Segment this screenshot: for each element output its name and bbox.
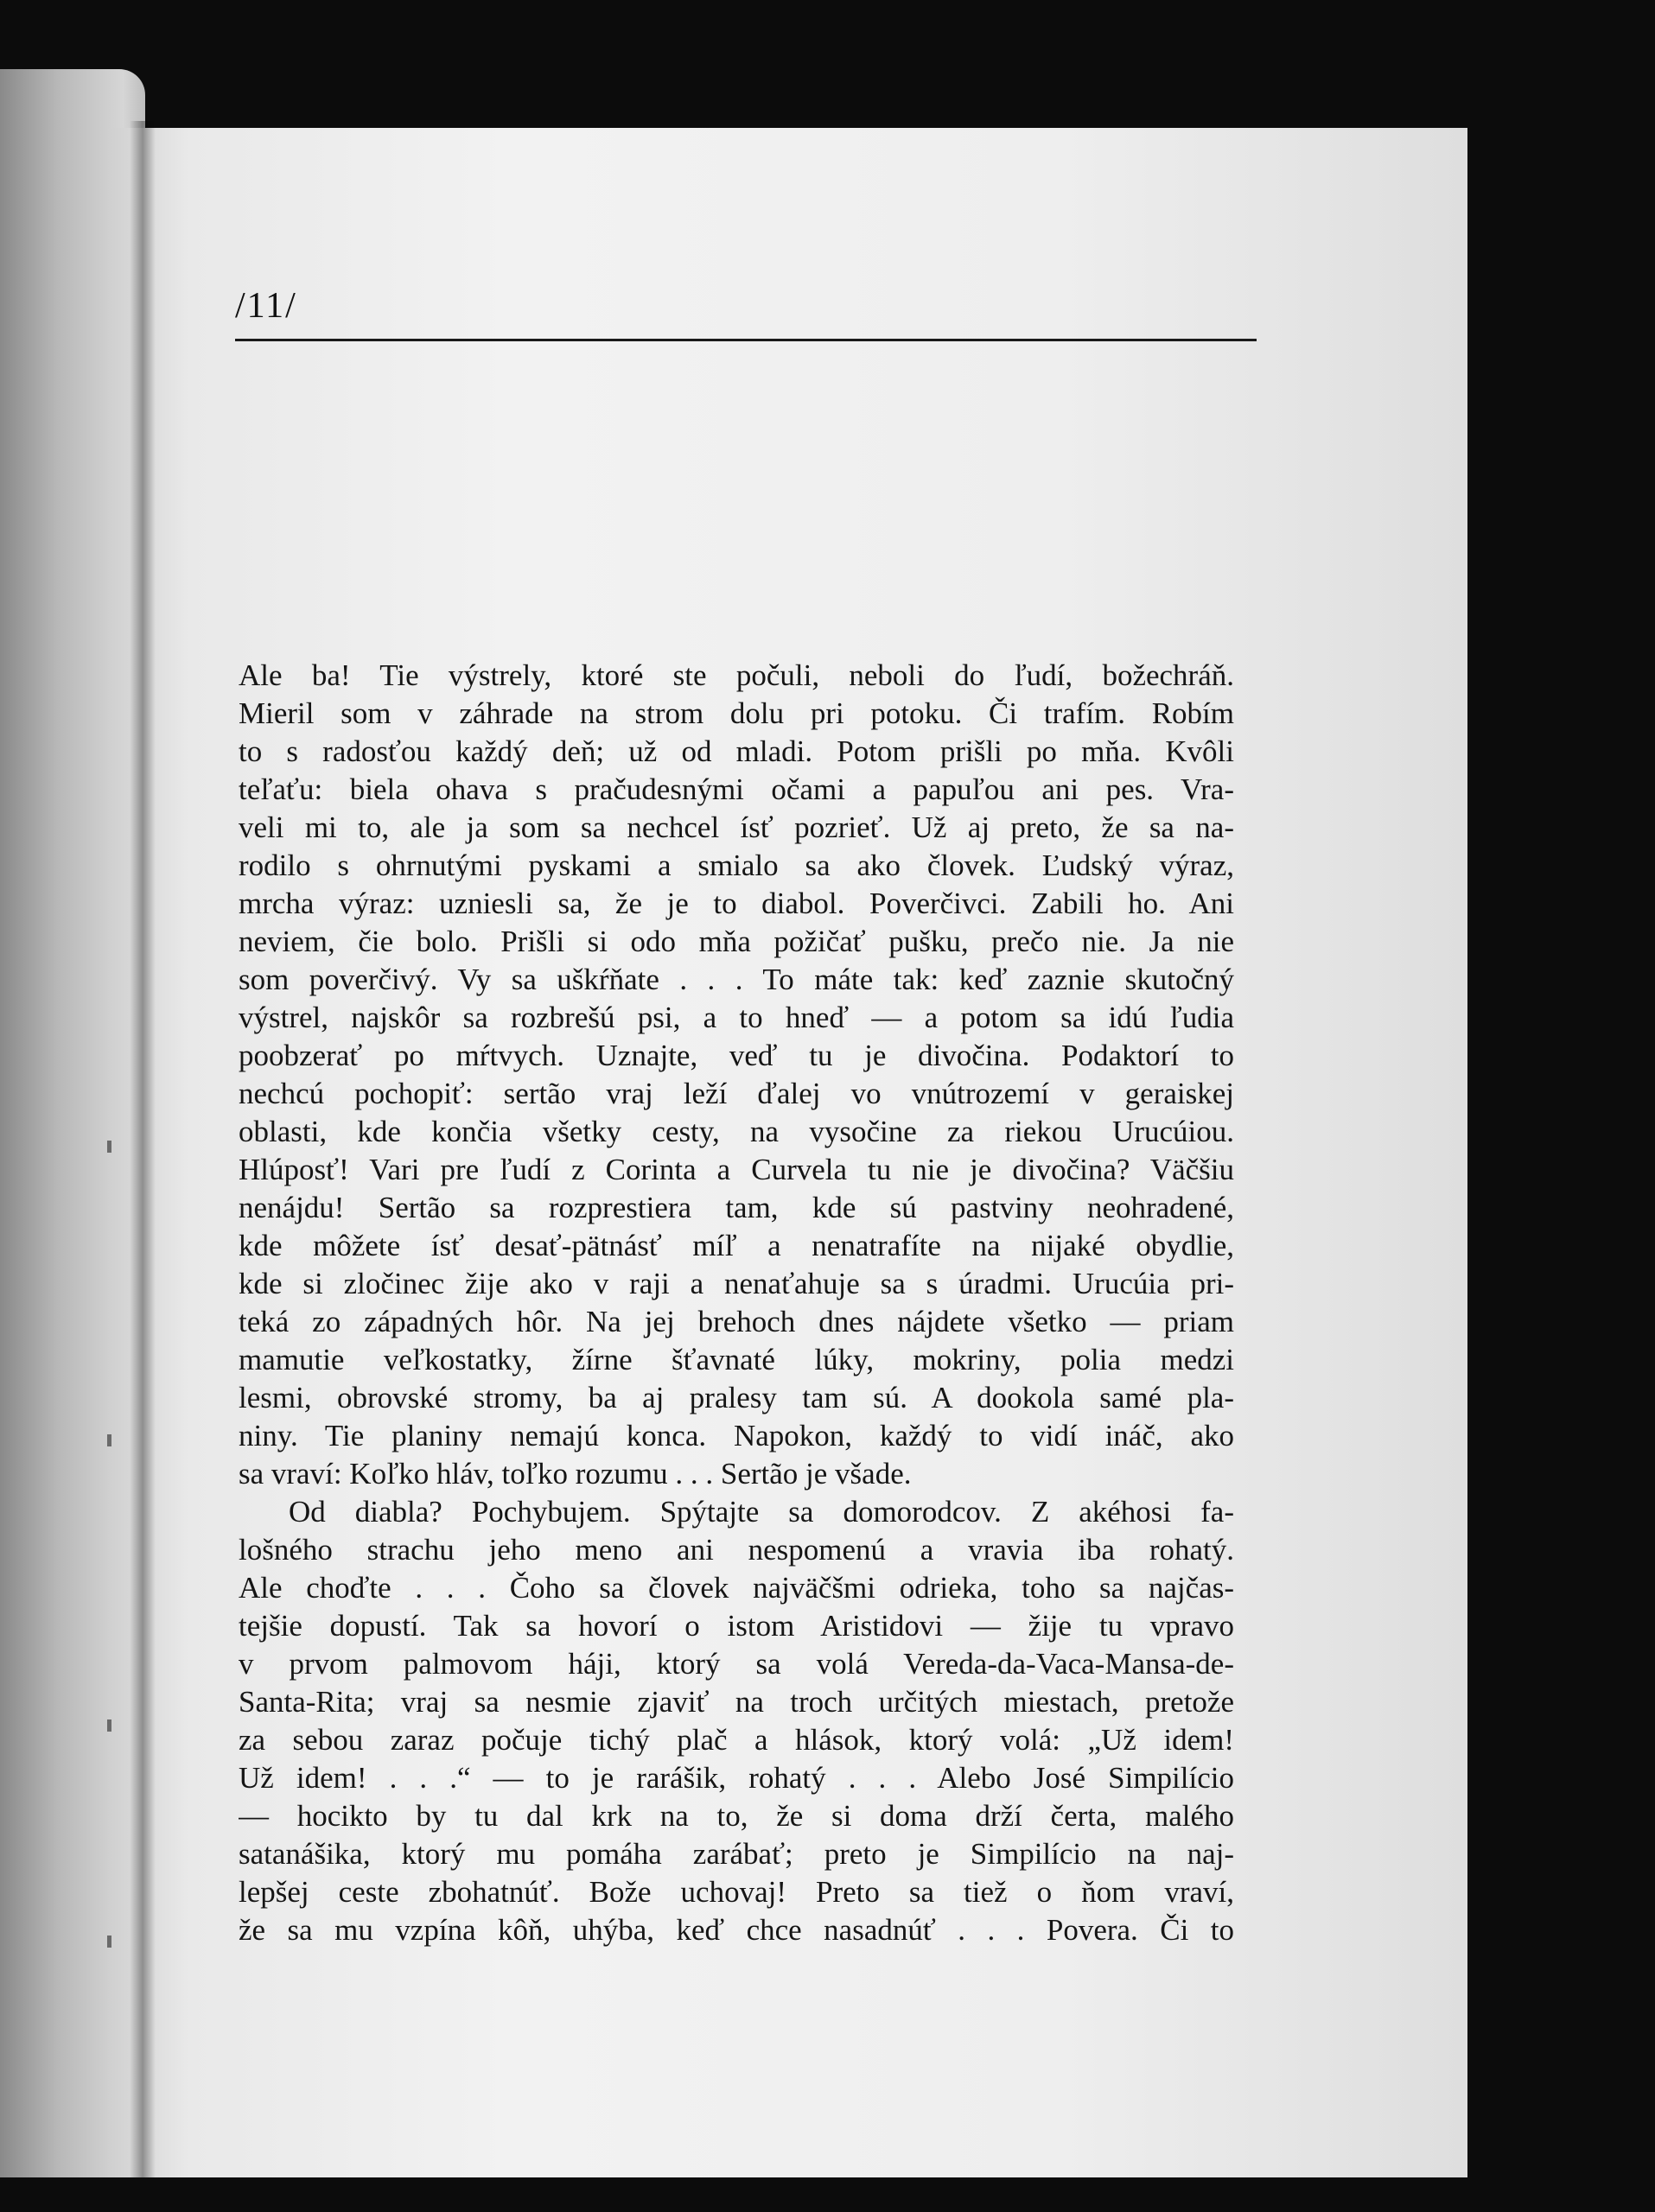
text-line: — hocikto by tu dal krk na to, že si doma drží čerta, malého [239,1799,1234,1833]
text-line: nechcú pochopiť: sertão vraj leží ďalej vo vnútrozemí v geraiskej [239,1077,1234,1110]
text-line: Mieril som v záhrade na strom dolu pri potoku. Či trafím. Robím [239,696,1234,730]
body-text [239,657,1234,1949]
text-line: lesmi, obrovské stromy, ba aj pralesy tam sú. A dookola samé pla- [239,1381,1234,1414]
text-line: teká zo západných hôr. Na jej brehoch dnes nájdete všetko — priam [239,1305,1234,1338]
text-line: za sebou zaraz počuje tichý plač a hlások, ktorý volá: „Už idem! [239,1723,1234,1757]
text-line: Ale ba! Tie výstrely, ktoré ste počuli, neboli do ľudí, božechráň. [239,658,1234,692]
text-line: mrcha výraz: uzniesli sa, že je to diabol. Poverčivci. Zabili ho. Ani [239,887,1234,920]
text-line: neviem, čie bolo. Prišli si odo mňa požičať pušku, prečo nie. Ja nie [239,925,1234,958]
text-line: Od diabla? Pochybujem. Spýtajte sa domorodcov. Z akéhosi fa- [289,1495,1234,1529]
text-line: satanášika, ktorý mu pomáha zarábať; preto je Simpilício na naj- [239,1837,1234,1871]
text-line: kde si zločinec žije ako v raji a nenaťahuje sa s úradmi. Urucúia pri- [239,1267,1234,1300]
text-line: Ale choďte . . . Čoho sa človek najväčšmi odrieka, toho sa najčas- [239,1571,1234,1605]
text-line: v prvom palmovom háji, ktorý sa volá Vereda-da-Vaca-Mansa-de- [239,1647,1234,1681]
text-line: nenájdu! Sertão sa rozprestiera tam, kde sú pastviny neohradené, [239,1191,1234,1224]
text-line: mamutie veľkostatky, žírne šťavnaté lúky, mokriny, polia medzi [239,1343,1234,1376]
binding-stitch [107,1719,111,1732]
binding-stitch [107,1936,111,1948]
binding-stitch [107,1141,111,1153]
text-line: tejšie dopustí. Tak sa hovorí o istom Aristidovi — žije tu vpravo [239,1609,1234,1643]
text-line: rodilo s ohrnutými pyskami a smialo sa ako človek. Ľudský výraz, [239,849,1234,882]
text-line: veli mi to, ale ja som sa nechcel ísť pozrieť. Už aj preto, že sa na- [239,810,1234,844]
text-line: kde môžete ísť desať-pätnásť míľ a nenatrafíte na nijaké obydlie, [239,1229,1234,1262]
text-line: niny. Tie planiny nemajú konca. Napokon, každý to vidí ináč, ako [239,1419,1234,1452]
text-line: sa vraví: Koľko hláv, toľko rozumu . . . Sertão je všade. [239,1457,912,1491]
text-line: oblasti, kde končia všetky cesty, na vysočine za riekou Urucúiou. [239,1115,1234,1148]
binding-shadow [130,121,156,2177]
text-line: poobzerať po mŕtvych. Uznajte, veď tu je divočina. Podaktorí to [239,1039,1234,1072]
text-line: som poverčivý. Vy sa uškŕňate . . . To máte tak: keď zaznie skutočný [239,963,1234,996]
page-number: /11/ [235,286,297,326]
binding-stitch [107,1434,111,1446]
text-line: Už idem! . . .“ — to je rarášik, rohatý . . . Alebo José Simpilício [239,1761,1234,1795]
text-line: Santa-Rita; vraj sa nesmie zjaviť na troch určitých miestach, pretože [239,1685,1234,1719]
text-line: Hlúposť! Vari pre ľudí z Corinta a Curvela tu nie je divočina? Väčšiu [239,1153,1234,1186]
text-line: výstrel, najskôr sa rozbrešú psi, a to hneď — a potom sa idú ľudia [239,1001,1234,1034]
text-line: to s radosťou každý deň; už od mladi. Potom prišli po mňa. Kvôli [239,734,1234,768]
text-line: lepšej ceste zbohatnúť. Bože uchovaj! Preto sa tiež o ňom vraví, [239,1875,1234,1909]
text-line: lošného strachu jeho meno ani nespomenú a vravia iba rohatý. [239,1533,1234,1567]
header-rule [235,339,1257,341]
text-line: že sa mu vzpína kôň, uhýba, keď chce nasadnúť . . . Povera. Či to [239,1913,1234,1947]
text-line: teľaťu: biela ohava s pračudesnými očami a papuľou ani pes. Vra- [239,772,1234,806]
